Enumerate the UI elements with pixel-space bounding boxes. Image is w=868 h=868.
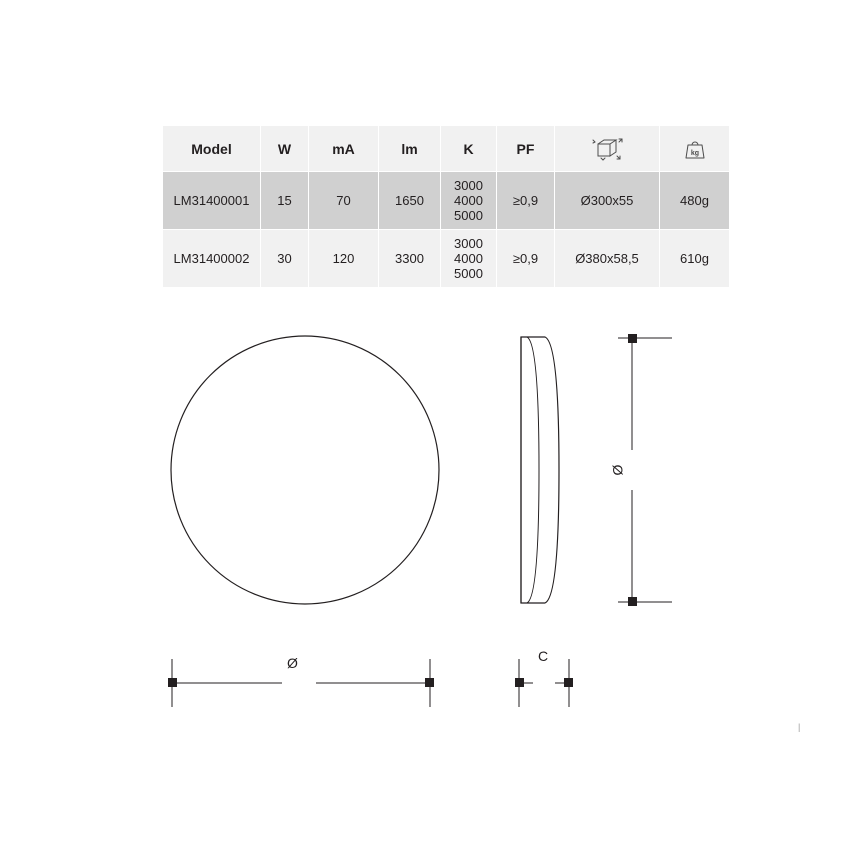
dimension-line-diameter-horizontal [150, 645, 450, 715]
cell-power-factor: ≥0,9 [497, 230, 555, 288]
weight-kg-icon [660, 126, 729, 171]
column-header-model: Model [163, 126, 261, 172]
column-header-kelvin: K [441, 126, 497, 172]
svg-text:kg: kg [690, 149, 699, 157]
cell-watt: 15 [261, 172, 309, 230]
table-header-row [163, 126, 730, 172]
kelvin-option: 5000 [454, 208, 483, 224]
column-header-milliamp: mA [309, 126, 379, 172]
table-header [163, 126, 730, 172]
table-row [163, 172, 730, 230]
kelvin-option: 3000 [454, 235, 483, 251]
column-header-power-factor: PF [497, 126, 555, 172]
column-header-package-dimensions [555, 126, 660, 172]
kelvin-option: 5000 [454, 266, 483, 282]
column-header-lumen: lm [379, 126, 441, 172]
cell-package-dimensions: Ø300x55 [555, 172, 660, 230]
cell-lumen: 3300 [379, 230, 441, 288]
kelvin-option: 3000 [454, 177, 483, 193]
cell-kelvin [441, 230, 497, 288]
table-body [163, 172, 730, 288]
cell-milliamp: 70 [309, 172, 379, 230]
cell-watt: 30 [261, 230, 309, 288]
cell-model: LM31400001 [163, 172, 261, 230]
kelvin-option: 4000 [454, 250, 483, 266]
cell-kelvin [441, 172, 497, 230]
cell-milliamp: 120 [309, 230, 379, 288]
cell-lumen: 1650 [379, 172, 441, 230]
corner-mark: | [798, 722, 801, 732]
cell-weight: 610g [660, 230, 730, 288]
dimension-label-diameter-vertical: Ø [609, 464, 626, 476]
cell-package-dimensions: Ø380x58,5 [555, 230, 660, 288]
column-header-watt: W [261, 126, 309, 172]
package-dimensions-icon [555, 126, 659, 171]
table-row [163, 230, 730, 288]
specification-table [162, 125, 730, 288]
cell-model: LM31400002 [163, 230, 261, 288]
side-view-profile [505, 325, 575, 615]
front-view-circle [160, 325, 450, 615]
kelvin-option: 4000 [454, 192, 483, 208]
dimension-label-diameter-horizontal: Ø [287, 655, 298, 671]
column-header-weight [660, 126, 730, 172]
cell-weight: 480g [660, 172, 730, 230]
cell-power-factor: ≥0,9 [497, 172, 555, 230]
dimension-label-c: C [538, 648, 549, 664]
